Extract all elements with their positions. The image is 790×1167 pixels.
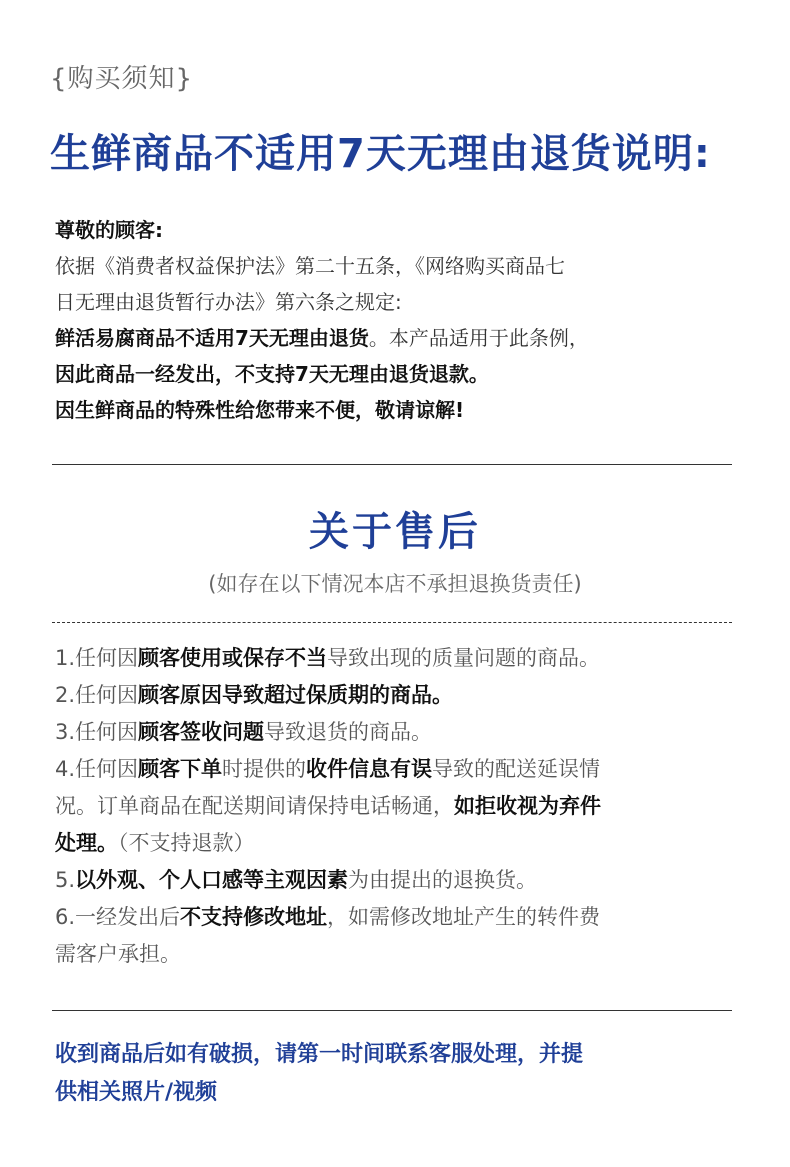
after-sale-title: 关于售后	[309, 509, 481, 555]
item-text: 况。订单商品在配送期间请保持电话畅通，	[55, 794, 454, 818]
item-text: 3.任何因	[55, 720, 139, 744]
list-item-6	[55, 899, 745, 936]
list-item-1	[55, 640, 745, 677]
after-sale-subtitle: (如存在以下情况本店不承担退换货责任)	[208, 572, 582, 596]
list-item-2	[55, 677, 745, 714]
item-bold: 处理。	[55, 831, 118, 855]
page-title: 生鲜商品不适用7天无理由退货说明:	[50, 131, 711, 177]
rule-bold: 鲜活易腐商品不适用7天无理由退货	[55, 326, 369, 350]
notice-tag: {购买须知}	[50, 64, 194, 94]
item-text: 需客户承担。	[55, 942, 181, 966]
no-refund-statement: 因此商品一经发出，不支持7天无理由退货退款。	[55, 362, 489, 386]
list-item-5	[55, 862, 745, 899]
law-line-1: 依据《消费者权益保护法》第二十五条，《网络购买商品七	[55, 254, 565, 278]
list-item-6-cont	[55, 936, 745, 973]
item-text: 1.任何因	[55, 646, 139, 670]
list-item-4-cont	[55, 788, 745, 825]
footer-line-2: 供相关照片/视频	[55, 1080, 218, 1105]
footer-note	[55, 1036, 755, 1112]
list-item-4	[55, 751, 745, 788]
item-text: 5.	[55, 868, 76, 892]
list-item-3	[55, 714, 745, 751]
item-text: 导致出现的质量问题的商品。	[327, 646, 601, 670]
rule-statement	[55, 320, 745, 356]
item-bold: 顾客原因导致超过保质期的商品。	[138, 683, 454, 707]
item-bold: 顾客签收问题	[138, 720, 265, 744]
intro-section	[55, 212, 745, 428]
list-item-4-end	[55, 825, 745, 862]
rule-rest: 。本产品适用于此条例，	[368, 326, 589, 350]
exclusion-list	[55, 640, 745, 973]
item-text: 导致退货的商品。	[264, 720, 433, 744]
law-line-2: 日无理由退货暂行办法》第六条之规定:	[55, 290, 402, 314]
dashed-divider	[52, 622, 732, 623]
item-text: 6.一经发出后	[55, 905, 181, 929]
divider-bottom	[52, 1010, 732, 1011]
item-bold: 如拒收视为弃件	[454, 794, 601, 818]
greeting: 尊敬的顾客:	[55, 218, 163, 242]
item-bold: 以外观、个人口感等主观因素	[75, 868, 349, 892]
item-text: 时提供的	[222, 757, 307, 781]
item-bold: 顾客下单	[138, 757, 223, 781]
item-text: （不支持退款）	[118, 831, 255, 855]
apology-statement: 因生鲜商品的特殊性给您带来不便，敬请谅解!	[55, 398, 465, 422]
item-bold: 顾客使用或保存不当	[138, 646, 328, 670]
item-text: ，如需修改地址产生的转件费	[327, 905, 601, 929]
divider-top	[52, 464, 732, 465]
item-bold: 不支持修改地址	[180, 905, 328, 929]
item-text: 4.任何因	[55, 757, 139, 781]
footer-line-1: 收到商品后如有破损，请第一时间联系客服处理，并提	[55, 1042, 584, 1067]
item-bold: 收件信息有误	[306, 757, 433, 781]
item-text: 2.任何因	[55, 683, 139, 707]
item-text: 为由提出的退换货。	[348, 868, 538, 892]
item-text: 导致的配送延误情	[432, 757, 601, 781]
